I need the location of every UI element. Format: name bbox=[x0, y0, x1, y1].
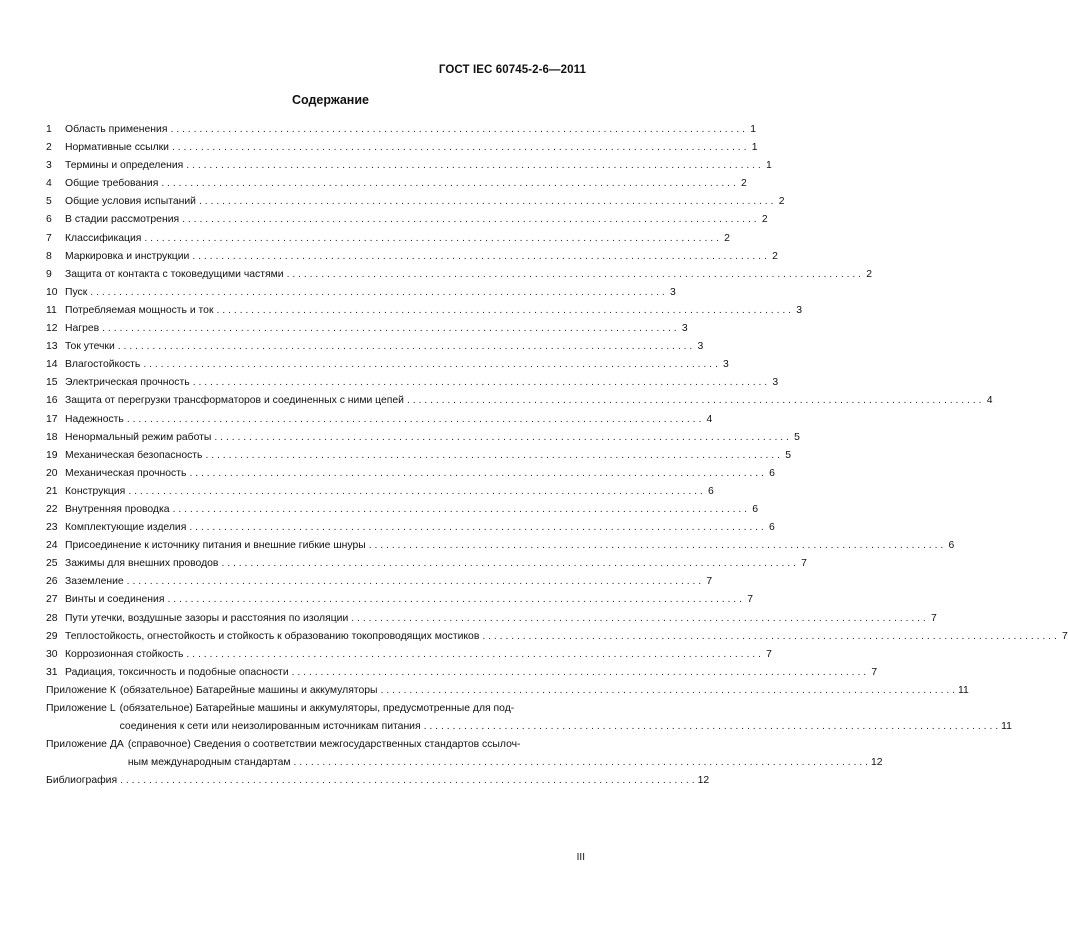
toc-entry-label: Защита от перегрузки трансформаторов и соединенных с ними цепей bbox=[65, 395, 404, 407]
dot-leader bbox=[144, 230, 718, 248]
toc-entry-label: Надежность bbox=[65, 413, 124, 425]
toc-entry[interactable] bbox=[46, 121, 756, 139]
dot-leader bbox=[186, 157, 760, 175]
toc-entry-number: 17 bbox=[46, 413, 58, 425]
dot-leader bbox=[199, 193, 773, 211]
dot-leader bbox=[482, 628, 1056, 646]
toc-entry-page: 7 bbox=[766, 648, 772, 660]
toc-entry-number: 3 bbox=[46, 160, 52, 172]
toc-entry-page: 6 bbox=[769, 522, 775, 534]
dot-leader bbox=[172, 139, 746, 157]
toc-entry[interactable] bbox=[46, 501, 759, 519]
appendix-title-line: соединения к сети или неизолированным источникам питания bbox=[119, 721, 421, 733]
toc-entry-page: 3 bbox=[670, 286, 676, 298]
toc-entry-label: В стадии рассмотрения bbox=[65, 214, 180, 226]
toc-entry-number: 16 bbox=[46, 395, 58, 407]
toc-entry-page: 2 bbox=[772, 250, 778, 262]
dot-leader bbox=[221, 555, 795, 573]
toc-entry[interactable] bbox=[46, 356, 729, 374]
toc-entry-label: Внутренняя проводка bbox=[65, 503, 170, 515]
toc-entry[interactable] bbox=[46, 646, 772, 664]
toc-entry-page: 7 bbox=[706, 576, 713, 588]
toc-entry[interactable] bbox=[46, 447, 791, 465]
toc-entry[interactable] bbox=[46, 284, 676, 302]
toc-entry-page: 2 bbox=[778, 196, 785, 208]
appendix-prefix: Приложение L bbox=[46, 703, 116, 714]
toc-entry[interactable] bbox=[46, 193, 785, 211]
toc-entry-label: Теплостойкость, огнестойкость и стойкость к образованию токопроводящих мостиков bbox=[65, 630, 480, 642]
dot-leader bbox=[127, 573, 701, 591]
toc-entry-label: Конструкция bbox=[65, 485, 126, 497]
toc-entry-label: Маркировка и инструкции bbox=[65, 250, 190, 262]
toc-entry-page: 2 bbox=[866, 268, 873, 280]
appendix-body bbox=[120, 700, 1012, 736]
toc-entry[interactable] bbox=[46, 175, 747, 193]
toc-entry-label: Электрическая прочность bbox=[65, 377, 190, 389]
toc-entry-number: 7 bbox=[46, 232, 52, 244]
toc-entry[interactable] bbox=[46, 392, 993, 410]
toc-entry[interactable] bbox=[46, 591, 753, 609]
toc-entry-page: 2 bbox=[761, 214, 768, 226]
toc-entry-number: 28 bbox=[46, 612, 58, 624]
appendix-title-line: (обязательное) Батарейные машины и аккумуляторы, предусмотренные для под- bbox=[119, 703, 515, 714]
toc-entry-page: 11 bbox=[958, 684, 969, 696]
toc-entry-number: 26 bbox=[46, 576, 58, 588]
toc-entry-number: 15 bbox=[46, 377, 58, 389]
toc-entry-page: 2 bbox=[724, 232, 730, 244]
toc-entry-page: 3 bbox=[796, 304, 802, 316]
toc-entry-label: Коррозионная стойкость bbox=[65, 648, 184, 660]
dot-leader bbox=[217, 302, 791, 320]
toc-entry-label: Нормативные ссылки bbox=[65, 142, 169, 154]
toc-entry[interactable] bbox=[46, 573, 713, 591]
toc-entry[interactable] bbox=[46, 555, 807, 573]
dot-leader bbox=[424, 718, 998, 736]
toc-entry-number: 19 bbox=[46, 449, 58, 461]
dot-leader bbox=[118, 338, 692, 356]
dot-leader bbox=[407, 392, 981, 410]
toc-entry-page: 7 bbox=[871, 666, 878, 678]
toc-entry[interactable] bbox=[46, 628, 1068, 646]
toc-entry[interactable] bbox=[46, 211, 768, 229]
dot-leader bbox=[205, 447, 779, 465]
toc-entry-page: 11 bbox=[1001, 721, 1012, 733]
toc-entry-number: 1 bbox=[46, 124, 52, 135]
toc-entry-number: 22 bbox=[46, 503, 58, 515]
toc-entry-label: Радиация, токсичность и подобные опасности bbox=[65, 666, 289, 678]
toc-entry-page: 12 bbox=[871, 757, 883, 769]
dot-leader bbox=[173, 501, 747, 519]
toc-entry[interactable] bbox=[46, 411, 713, 429]
toc-entry-label: Область применения bbox=[65, 124, 168, 135]
dot-leader bbox=[189, 465, 763, 483]
toc-entry-number: 12 bbox=[46, 323, 58, 335]
dot-leader bbox=[170, 121, 744, 139]
toc-entry-label: Классификация bbox=[65, 232, 142, 244]
toc-appendix-entry[interactable] bbox=[46, 736, 883, 772]
toc-entry-number: 14 bbox=[46, 359, 58, 371]
dot-leader bbox=[167, 591, 741, 609]
toc-entry[interactable] bbox=[46, 230, 730, 248]
appendix-title-last-line bbox=[128, 754, 883, 772]
appendix-body bbox=[128, 736, 883, 772]
toc-entry-number: 25 bbox=[46, 558, 58, 570]
appendix-title-line: (обязательное) Батарейные машины и аккумуляторы bbox=[119, 684, 378, 696]
toc-entry-number: 24 bbox=[46, 540, 58, 552]
document-code: ГОСТ IEC 60745-2-6—2011 bbox=[438, 64, 586, 76]
dot-leader bbox=[128, 483, 702, 501]
toc-entry-number: 9 bbox=[46, 268, 52, 280]
dot-leader bbox=[294, 754, 868, 772]
toc-entry-number: 20 bbox=[46, 467, 58, 479]
toc-entry-page: 3 bbox=[772, 377, 779, 389]
toc-entry-number: 29 bbox=[46, 630, 58, 642]
toc-entry-page: 2 bbox=[741, 178, 747, 190]
appendix-title-last-line bbox=[120, 718, 1012, 736]
dot-leader bbox=[182, 211, 756, 229]
toc-entry-number: 6 bbox=[46, 214, 52, 226]
toc-entry-page: 1 bbox=[751, 142, 758, 154]
toc-entry[interactable] bbox=[46, 338, 704, 356]
toc-entry-number: 10 bbox=[46, 286, 58, 298]
toc-entry-page: 7 bbox=[1062, 630, 1068, 642]
toc-entry[interactable] bbox=[46, 664, 878, 682]
dot-leader bbox=[381, 682, 955, 700]
dot-leader bbox=[193, 374, 767, 392]
dot-leader bbox=[186, 646, 760, 664]
appendix-prefix: Приложение К bbox=[46, 684, 116, 696]
toc-entry-page: 7 bbox=[930, 612, 937, 624]
toc-bibliography-entry[interactable] bbox=[46, 772, 710, 790]
dot-leader bbox=[369, 537, 943, 555]
toc-entry-number: 27 bbox=[46, 594, 58, 606]
toc-entry[interactable] bbox=[46, 266, 873, 284]
dot-leader bbox=[214, 429, 788, 447]
toc-entry-page: 5 bbox=[794, 431, 800, 443]
toc-entry-number: 30 bbox=[46, 648, 58, 660]
toc-entry[interactable] bbox=[46, 139, 758, 157]
toc-entry-page: 1 bbox=[750, 124, 756, 135]
dot-leader bbox=[102, 320, 676, 338]
toc-entry-number: 13 bbox=[46, 341, 58, 353]
table-of-contents bbox=[46, 121, 1068, 790]
toc-entry-page: 3 bbox=[723, 359, 729, 371]
appendix-body bbox=[120, 682, 969, 700]
dot-leader bbox=[90, 284, 664, 302]
dot-leader bbox=[120, 772, 694, 790]
dot-leader bbox=[287, 266, 861, 284]
toc-entry-number: 5 bbox=[46, 196, 52, 208]
toc-entry-label: Потребляемая мощность и ток bbox=[65, 304, 214, 316]
toc-entry-label: Комплектующие изделия bbox=[65, 522, 187, 534]
toc-entry-number: 23 bbox=[46, 522, 58, 534]
toc-entry-label: Механическая прочность bbox=[65, 467, 187, 479]
toc-entry-page: 6 bbox=[752, 503, 759, 515]
toc-entry[interactable] bbox=[46, 465, 775, 483]
dot-leader bbox=[161, 175, 735, 193]
appendix-title-line: ным международным стандартам bbox=[127, 757, 291, 769]
toc-entry-page: 6 bbox=[948, 540, 955, 552]
appendix-title-last-line bbox=[120, 682, 969, 700]
toc-entry-label: Общие условия испытаний bbox=[65, 196, 196, 208]
toc-entry-page: 4 bbox=[986, 395, 993, 407]
toc-entry-page: 7 bbox=[747, 594, 753, 606]
toc-entry[interactable] bbox=[46, 157, 772, 175]
toc-appendix-entry[interactable] bbox=[46, 682, 969, 700]
toc-entry-label: Термины и определения bbox=[65, 160, 184, 172]
toc-entry-page: 3 bbox=[697, 341, 704, 353]
toc-entry[interactable] bbox=[46, 320, 688, 338]
toc-entry-label: Пуск bbox=[65, 286, 88, 298]
toc-entry-label: Присоединение к источнику питания и внешние гибкие шнуры bbox=[65, 540, 366, 552]
toc-entry-page: 7 bbox=[801, 558, 807, 570]
toc-entry-number: 21 bbox=[46, 485, 58, 497]
toc-entry-number: 4 bbox=[46, 178, 52, 190]
dot-leader bbox=[127, 411, 701, 429]
toc-entry-number: 2 bbox=[46, 142, 52, 154]
toc-entry-page: 1 bbox=[766, 160, 772, 172]
toc-entry-label: Влагостойкость bbox=[65, 359, 141, 371]
toc-entry-page: 4 bbox=[706, 413, 713, 425]
appendix-prefix: Приложение ДА bbox=[46, 739, 124, 751]
dot-leader bbox=[192, 248, 766, 266]
dot-leader bbox=[292, 664, 866, 682]
toc-entry-number: 11 bbox=[46, 304, 57, 316]
toc-entry-page: 3 bbox=[681, 323, 688, 335]
toc-entry-label: Ток утечки bbox=[65, 341, 115, 353]
toc-entry-label: Ненормальный режим работы bbox=[65, 431, 212, 443]
toc-entry-page: 5 bbox=[785, 449, 791, 461]
toc-entry[interactable] bbox=[46, 374, 779, 392]
toc-entry[interactable] bbox=[46, 483, 714, 501]
toc-entry[interactable] bbox=[46, 248, 778, 266]
toc-entry[interactable] bbox=[46, 519, 775, 537]
appendix-title-line: (справочное) Сведения о соответствии межгосударственных стандартов ссылоч- bbox=[127, 739, 521, 751]
toc-entry-number: 31 bbox=[46, 666, 58, 678]
toc-entry-page: 6 bbox=[708, 485, 714, 497]
toc-appendix-entry[interactable] bbox=[46, 700, 1012, 736]
toc-entry-label: Винты и соединения bbox=[65, 594, 165, 606]
toc-entry[interactable] bbox=[46, 610, 937, 628]
dot-leader bbox=[351, 610, 925, 628]
page-number: III bbox=[576, 852, 585, 863]
toc-entry-label: Зажимы для внешних проводов bbox=[65, 558, 219, 570]
toc-entry-label: Пути утечки, воздушные зазоры и расстояния по изоляции bbox=[65, 612, 349, 624]
dot-leader bbox=[143, 356, 717, 374]
toc-entry[interactable] bbox=[46, 537, 955, 555]
toc-entry-page: 12 bbox=[697, 775, 710, 787]
page-title: Содержание bbox=[291, 93, 369, 107]
toc-entry[interactable] bbox=[46, 429, 800, 447]
toc-entry-label: Механическая безопасность bbox=[65, 449, 203, 461]
toc-entry-label: Заземление bbox=[65, 576, 124, 588]
toc-entry-number: 18 bbox=[46, 431, 58, 443]
toc-entry-number: 8 bbox=[46, 250, 52, 262]
toc-entry-page: 6 bbox=[769, 467, 775, 479]
toc-entry-label: Библиография bbox=[46, 775, 118, 787]
toc-entry-label: Общие требования bbox=[65, 178, 159, 190]
toc-entry-label: Защита от контакта с токоведущими частями bbox=[65, 268, 284, 280]
toc-entry-label: Нагрев bbox=[65, 323, 100, 335]
toc-entry[interactable] bbox=[46, 302, 802, 320]
dot-leader bbox=[189, 519, 763, 537]
